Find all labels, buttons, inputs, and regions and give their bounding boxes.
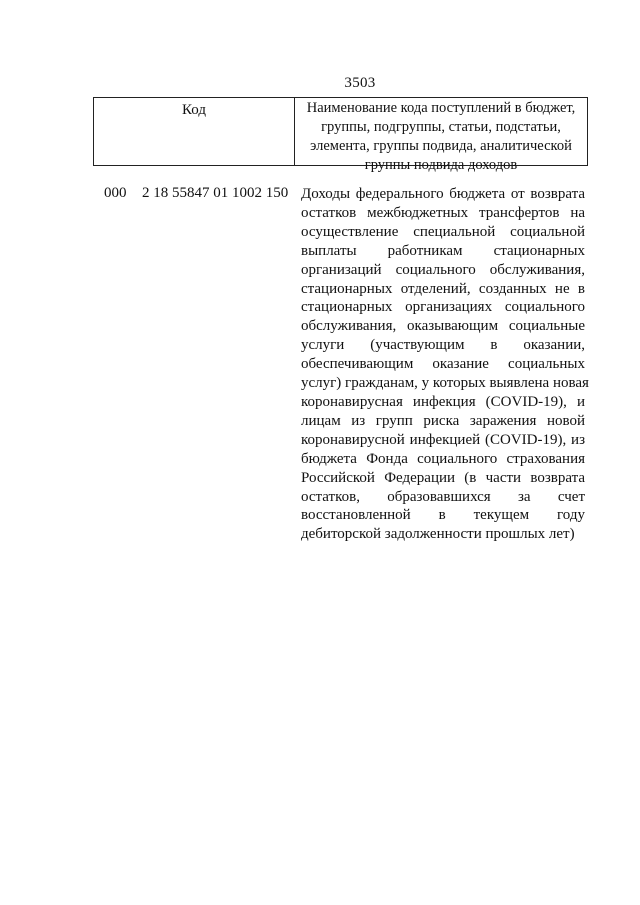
description-line: коронавирусной инфекцией (COVID-19), из xyxy=(301,431,585,448)
income-code: 2 18 55847 01 1002 150 xyxy=(142,185,289,201)
description-line: осуществление специальной социальной xyxy=(301,223,585,240)
header-name-label xyxy=(295,98,587,173)
table-header xyxy=(93,97,588,173)
description-line: Доходы федерального бюджета от возврата xyxy=(301,186,585,202)
description-line: организаций социального обслуживания, xyxy=(301,261,585,278)
description-line: стационарных отделений, созданных не в xyxy=(301,280,585,297)
description-line: восстановленной в текущем году xyxy=(301,507,585,524)
description-line: лицам из групп риска заражения новой xyxy=(301,412,585,429)
description-line: услуги (участвующим в оказании, xyxy=(301,337,585,354)
description-line: дебиторской задолженности прошлых лет) xyxy=(301,526,575,543)
description-line: стационарных организациях социального xyxy=(301,299,585,316)
header-name-line: элемента, группы подвида, аналитической xyxy=(310,138,572,154)
description-line: остатков, образовавшихся за счет xyxy=(301,488,585,505)
header-name-line: группы подвида доходов xyxy=(364,157,518,173)
income-description xyxy=(301,185,589,544)
header-code-label: Код xyxy=(94,98,295,165)
description-line: выплаты работникам стационарных xyxy=(301,242,585,259)
header-name-line: Наименование кода поступлений в бюджет, xyxy=(306,100,576,116)
description-line: услуг) гражданам, у которых выявлена новая xyxy=(301,375,589,392)
admin-code: 000 xyxy=(104,185,127,201)
header-name-line: группы, подгруппы, статьи, подстатьи, xyxy=(321,119,561,135)
description-line: остатков межбюджетных трансфертов на xyxy=(301,204,585,221)
page-number: 3503 xyxy=(344,75,376,91)
description-line: обеспечивающим оказание социальных xyxy=(301,356,585,373)
description-line: Российской Федерации (в части возврата xyxy=(301,469,585,486)
description-line: бюджета Фонда социального страхования xyxy=(301,450,585,467)
description-line: коронавирусная инфекция (COVID-19), и xyxy=(301,393,585,410)
description-line: обслуживания, оказывающим социальные xyxy=(301,318,585,335)
